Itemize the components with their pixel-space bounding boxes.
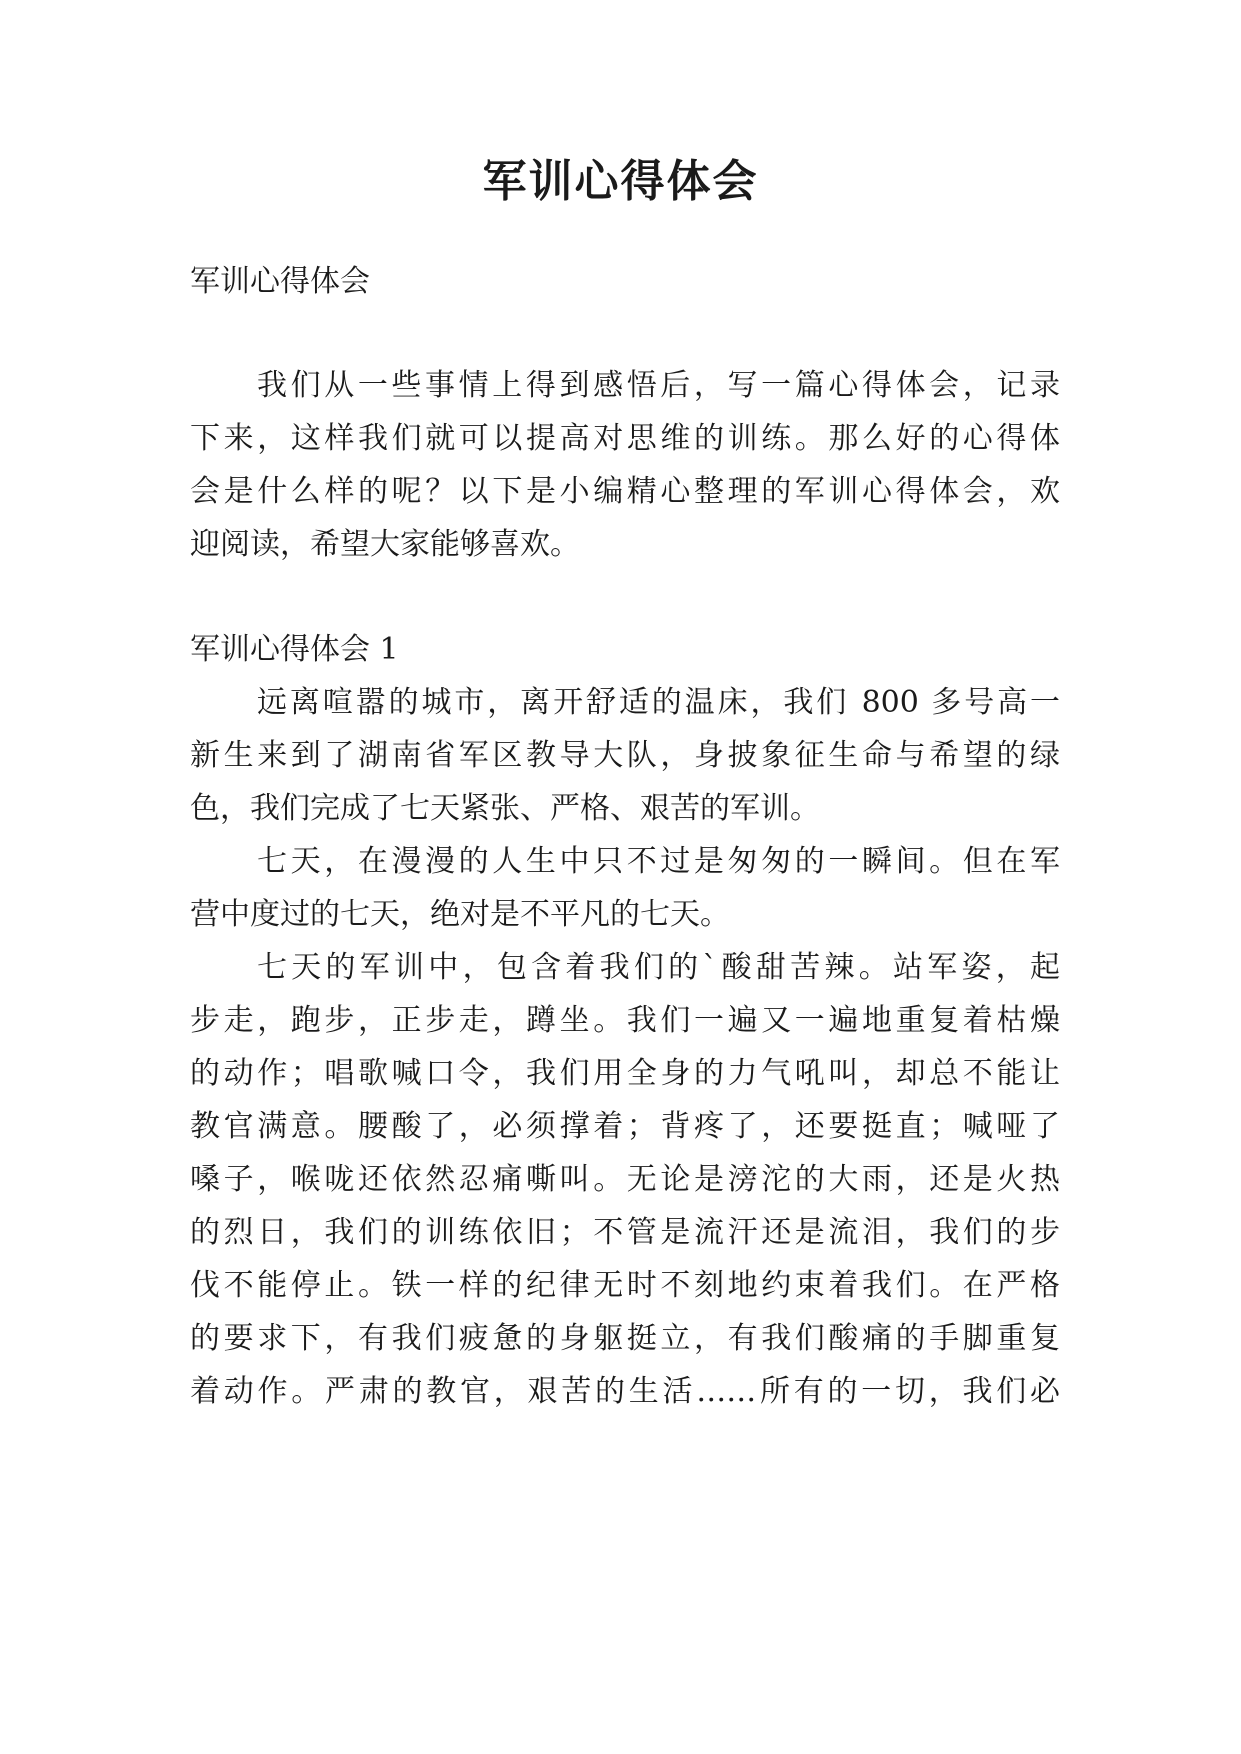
document-title: 军训心得体会 xyxy=(482,156,759,207)
body-line: 远离喧嚣的城市，离开舒适的温床，我们 800 多号高一 xyxy=(257,685,1060,720)
intro-line: 我们从一些事情上得到感悟后，写一篇心得体会，记录 xyxy=(257,368,1060,403)
body-line: 嗓子，喉咙还依然忍痛嘶叫。无论是滂沱的大雨，还是火热 xyxy=(190,1162,1060,1197)
body-line: 的动作；唱歌喊口令，我们用全身的力气吼叫，却总不能让 xyxy=(190,1056,1060,1091)
intro-line: 迎阅读，希望大家能够喜欢。 xyxy=(190,527,580,562)
body-line: 伐不能停止。铁一样的纪律无时不刻地约束着我们。在严格 xyxy=(190,1268,1060,1303)
body-line: 步走，跑步，正步走，蹲坐。我们一遍又一遍地重复着枯燥 xyxy=(190,1003,1060,1038)
body-line: 新生来到了湖南省军区教导大队，身披象征生命与希望的绿 xyxy=(190,738,1060,773)
intro-line: 会是什么样的呢？以下是小编精心整理的军训心得体会，欢 xyxy=(190,474,1060,509)
body-line: 七天的军训中，包含着我们的`酸甜苦辣。站军姿，起 xyxy=(257,950,1060,985)
body-line: 教官满意。腰酸了，必须撑着；背疼了，还要挺直；喊哑了 xyxy=(190,1109,1060,1144)
body-line: 的烈日，我们的训练依旧；不管是流汗还是流泪，我们的步 xyxy=(190,1215,1060,1250)
subtitle-line: 军训心得体会 xyxy=(190,264,370,299)
intro-line: 下来，这样我们就可以提高对思维的训练。那么好的心得体 xyxy=(190,421,1060,456)
body-line: 营中度过的七天，绝对是不平凡的七天。 xyxy=(190,897,730,932)
body-line: 七天，在漫漫的人生中只不过是匆匆的一瞬间。但在军 xyxy=(257,844,1060,879)
body-line: 着动作。严肃的教官，艰苦的生活……所有的一切，我们必 xyxy=(190,1374,1060,1409)
body-line: 色，我们完成了七天紧张、严格、艰苦的军训。 xyxy=(190,791,820,826)
section-heading: 军训心得体会 1 xyxy=(190,632,399,667)
body-line: 的要求下，有我们疲惫的身躯挺立，有我们酸痛的手脚重复 xyxy=(190,1321,1060,1356)
